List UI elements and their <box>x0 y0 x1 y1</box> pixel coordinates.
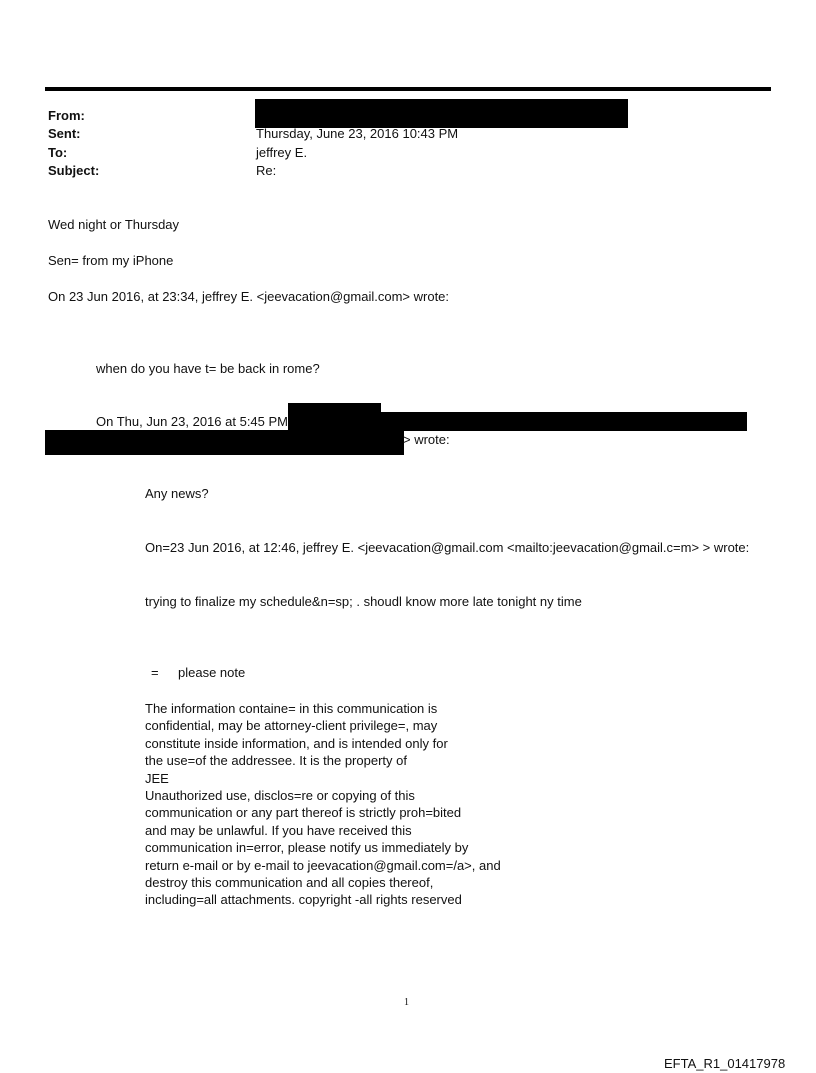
disclaimer-line: The information containe= in this communication is <box>145 701 438 716</box>
disclaimer-line: return e-mail or by e-mail to jeevacation@gmail.com=/a>, and <box>145 857 501 873</box>
disclaimer-line: confidential, may be attorney-client privilege=, may <box>145 718 438 734</box>
header-rule <box>45 87 771 91</box>
body-line-2: Sen= from my iPhone <box>48 253 174 268</box>
note-text: please note <box>178 665 246 680</box>
to-value: jeffrey E. <box>256 145 308 160</box>
disclaimer-line: JEE <box>145 770 169 786</box>
disclaimer-line: communication in=error, please notify us immediately by <box>145 840 469 856</box>
disclaimer-line: communication or any part thereof is strictly proh=bited <box>145 805 462 821</box>
quote2-text: Any news? <box>145 486 209 501</box>
subject-value: Re: <box>256 163 277 178</box>
from-redaction <box>255 99 628 128</box>
quote1-text: when do you have t= be back in rome? <box>96 361 320 376</box>
sent-value: Thursday, June 23, 2016 10:43 PM <box>256 126 459 141</box>
disclaimer-line: and may be unlawful. If you have received this <box>145 822 412 838</box>
to-label: To: <box>48 145 68 160</box>
disclaimer-line: including=all attachments. copyright -all rights reserved <box>145 892 462 908</box>
disclaimer-block <box>145 700 501 909</box>
subject-label: Subject: <box>48 163 100 178</box>
attribution-redaction-2 <box>381 412 747 431</box>
note-bullet: = <box>151 665 159 680</box>
disclaimer-line: constitute inside information, and is intended only for <box>145 735 448 751</box>
from-label: From: <box>48 108 85 123</box>
disclaimer-line: the use=of the addressee. It is the property of <box>145 753 407 769</box>
quote2-attribution: On=23 Jun 2016, at 12:46, jeffrey E. <jeevacation@gmail.com <mailto:jeevacation@gmail.c=m> > wrote: <box>145 540 750 555</box>
body-line-3: On 23 Jun 2016, at 23:34, jeffrey E. <jeevacation@gmail.com> wrote: <box>48 289 450 304</box>
document-id: EFTA_R1_01417978 <box>664 1056 786 1071</box>
page-number: 1 <box>404 997 409 1008</box>
quote1-wrote: > wrote: <box>403 432 450 447</box>
quote1-attribution: On Thu, Jun 23, 2016 at 5:45 PM <box>96 414 288 429</box>
attribution-redaction-3 <box>45 430 404 455</box>
disclaimer-line: Unauthorized use, disclos=re or copying of this <box>145 788 415 804</box>
sent-label: Sent: <box>48 126 81 141</box>
schedule-line: trying to finalize my schedule&n=sp; . shoudl know more late tonight ny time <box>145 594 582 609</box>
body-line-1: Wed night or Thursday <box>48 217 180 232</box>
attribution-redaction-1 <box>288 403 381 431</box>
disclaimer-line: destroy this communication and all copies thereof, <box>145 875 434 891</box>
